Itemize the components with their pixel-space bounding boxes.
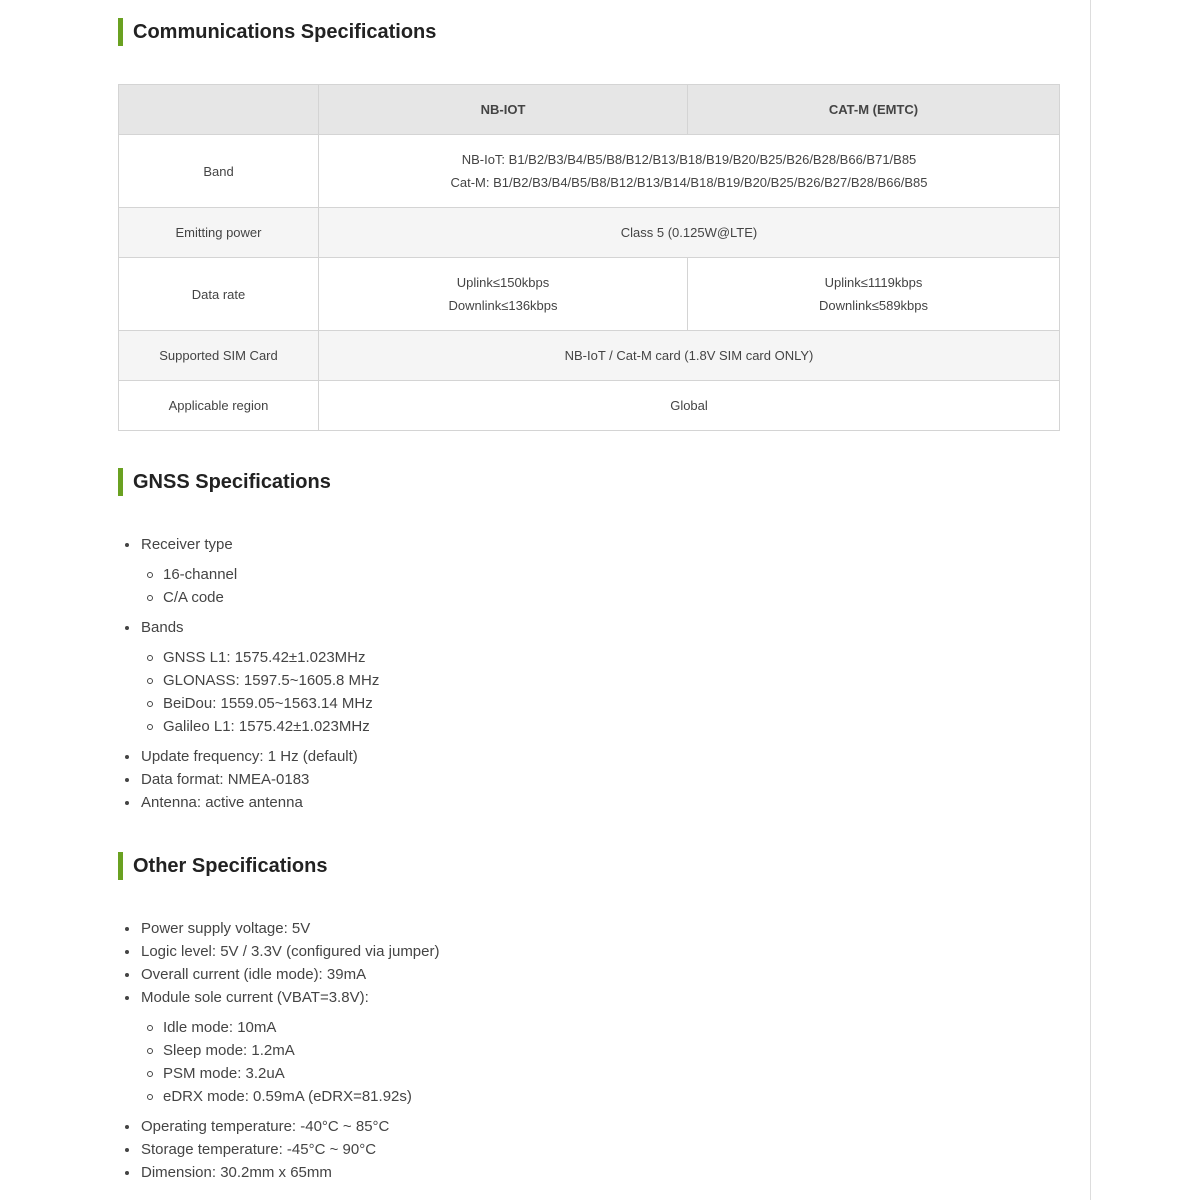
list-item: Sleep mode: 1.2mA [141, 1039, 439, 1062]
comms-section-title: Communications Specifications [118, 18, 436, 46]
power-value: Class 5 (0.125W@LTE) [319, 208, 1060, 258]
comms-spec-table [118, 84, 1060, 431]
list-item: BeiDou: 1559.05~1563.14 MHz [141, 692, 379, 715]
sim-value: NB-IoT / Cat-M card (1.8V SIM card ONLY) [319, 331, 1060, 381]
list-item: Update frequency: 1 Hz (default) [118, 745, 379, 768]
list-item: Data format: NMEA-0183 [118, 768, 379, 791]
header-blank-cell [119, 85, 319, 135]
table-row-sim [119, 331, 1060, 381]
list-item: Logic level: 5V / 3.3V (configured via jumper) [118, 940, 439, 963]
gnss-spec-list [118, 533, 379, 814]
list-item-bands [118, 616, 379, 738]
module-current-label: Module sole current (VBAT=3.8V): [141, 989, 369, 1006]
receiver-sublist [141, 563, 379, 609]
table-row-power [119, 208, 1060, 258]
list-item: Dimension: 30.2mm x 65mm [118, 1161, 439, 1184]
data-rate-nb-iot [319, 258, 688, 331]
page-divider [1090, 0, 1091, 1200]
nb-uplink: Uplink≤150kbps [456, 275, 550, 290]
module-current-sublist [141, 1016, 439, 1108]
table-row-data-rate [119, 258, 1060, 331]
list-item: eDRX mode: 0.59mA (eDRX=81.92s) [141, 1085, 439, 1108]
list-item: 16-channel [141, 563, 379, 586]
header-nb-iot: NB-IOT [319, 85, 688, 135]
list-item-receiver [118, 533, 379, 609]
region-value: Global [319, 381, 1060, 431]
band-value [319, 135, 1060, 208]
region-label: Applicable region [119, 381, 319, 431]
other-section-title: Other Specifications [118, 852, 328, 880]
nb-downlink: Downlink≤136kbps [448, 298, 558, 313]
list-item: Operating temperature: -40°C ~ 85°C [118, 1115, 439, 1138]
data-rate-cat-m [688, 258, 1060, 331]
table-row-region [119, 381, 1060, 431]
band-cat-m: Cat-M: B1/B2/B3/B4/B5/B8/B12/B13/B14/B18/B19/B20/B25/B26/B27/B28/B66/B85 [450, 175, 928, 190]
power-label: Emitting power [119, 208, 319, 258]
list-item: C/A code [141, 586, 379, 609]
list-item: GLONASS: 1597.5~1605.8 MHz [141, 669, 379, 692]
list-item: Idle mode: 10mA [141, 1016, 439, 1039]
band-label: Band [119, 135, 319, 208]
sim-label: Supported SIM Card [119, 331, 319, 381]
cat-uplink: Uplink≤1119kbps [824, 275, 923, 290]
receiver-label: Receiver type [141, 536, 233, 553]
table-row-band [119, 135, 1060, 208]
data-rate-label: Data rate [119, 258, 319, 331]
gnss-section-title: GNSS Specifications [118, 468, 331, 496]
band-nb-iot: NB-IoT: B1/B2/B3/B4/B5/B8/B12/B13/B18/B19/B20/B25/B26/B28/B66/B71/B85 [461, 152, 917, 167]
list-item: Galileo L1: 1575.42±1.023MHz [141, 715, 379, 738]
cat-downlink: Downlink≤589kbps [818, 298, 929, 313]
list-item: Antenna: active antenna [118, 791, 379, 814]
header-cat-m: CAT-M (EMTC) [688, 85, 1060, 135]
bands-label: Bands [141, 619, 184, 636]
list-item: PSM mode: 3.2uA [141, 1062, 439, 1085]
list-item: GNSS L1: 1575.42±1.023MHz [141, 646, 379, 669]
list-item: Storage temperature: -45°C ~ 90°C [118, 1138, 439, 1161]
list-item-module-current [118, 986, 439, 1108]
bands-sublist [141, 646, 379, 738]
table-header-row [119, 85, 1060, 135]
other-spec-list [118, 917, 439, 1184]
list-item: Overall current (idle mode): 39mA [118, 963, 439, 986]
list-item: Power supply voltage: 5V [118, 917, 439, 940]
